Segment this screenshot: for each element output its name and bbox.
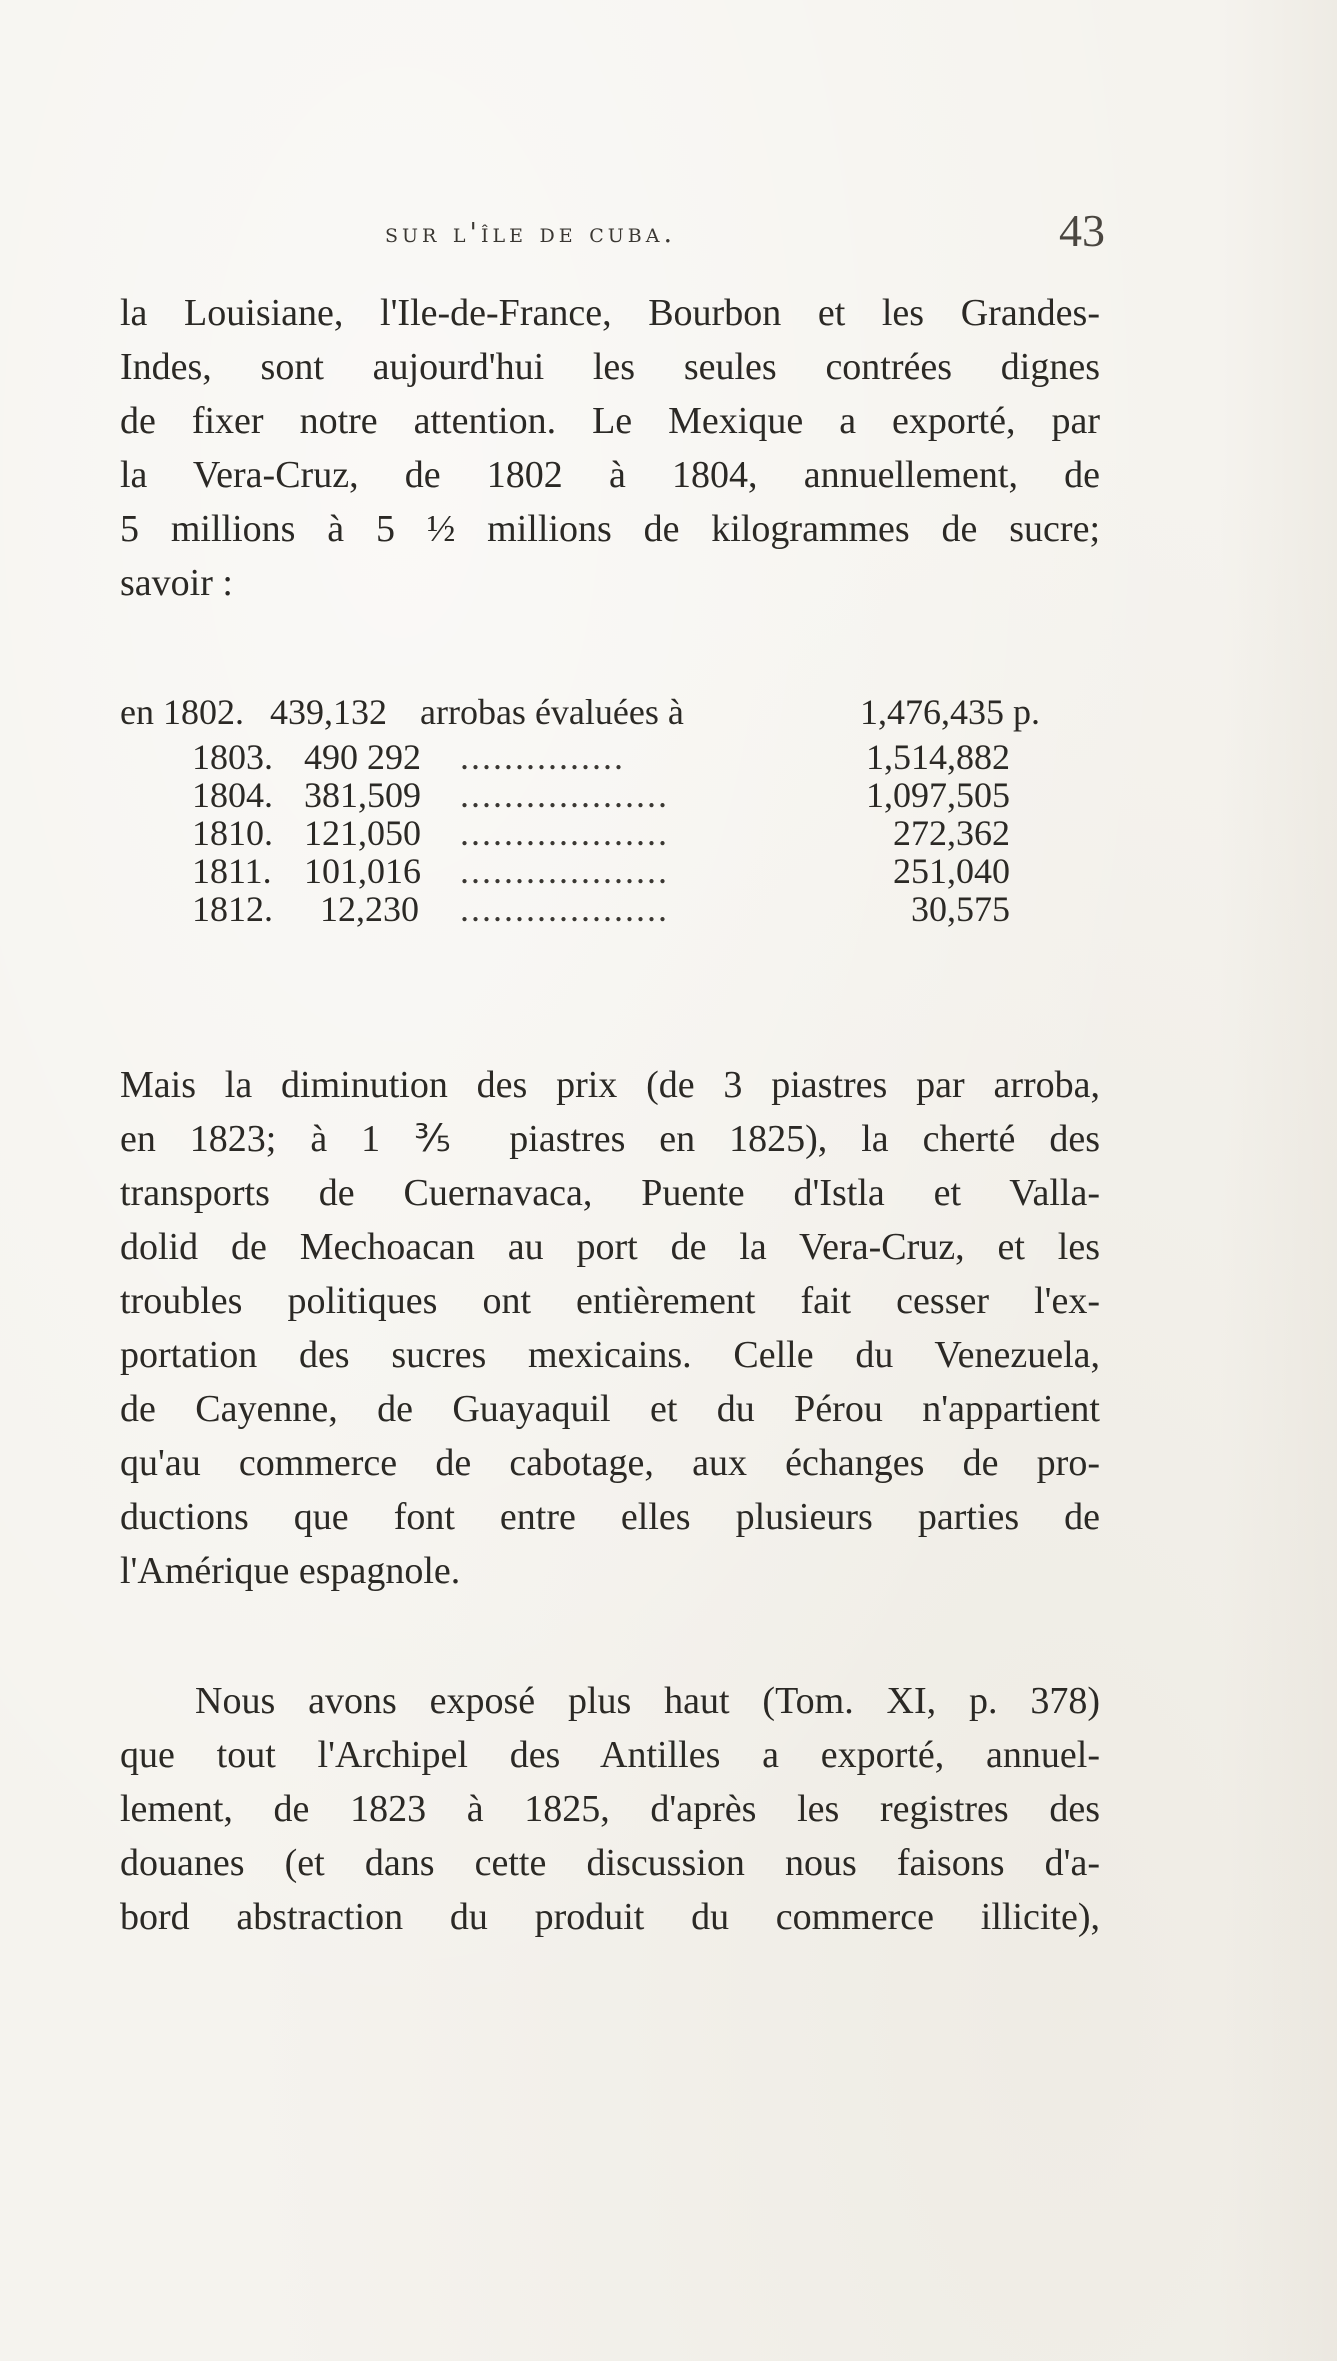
table-quantity: 381,509 [304, 775, 421, 815]
table-row [120, 776, 1100, 814]
table-row [120, 890, 1100, 928]
text-line: troubles politiques ont entièrement fait cesser l'ex- [120, 1280, 1100, 1322]
paragraph-2 [120, 1058, 1100, 1598]
text-line: transports de Cuernavaca, Puente d'Istla et Valla- [120, 1172, 1100, 1214]
table-quantity: 490 292 [304, 737, 421, 777]
text-line: l'Amérique espagnole. [120, 1550, 461, 1592]
text-line: Indes, sont aujourd'hui les seules contrées dignes [120, 346, 1100, 388]
text-line: 5 millions à 5 ½ millions de kilogrammes de sucre; [120, 508, 1100, 550]
paragraph-3 [120, 1674, 1100, 1944]
table-quantity: 121,050 [304, 813, 421, 853]
text-line: lement, de 1823 à 1825, d'après les registres des [120, 1788, 1100, 1830]
table-row [120, 686, 1100, 738]
text-line: Nous avons exposé plus haut (Tom. XI, p. 378) [195, 1680, 1100, 1722]
table-value: 30,575 [911, 889, 1010, 929]
table-value: 1,097,505 [866, 775, 1010, 815]
table-row [120, 852, 1100, 890]
table-quantity: 439,132 [270, 692, 387, 732]
table-value: 1,476,435 p. [860, 692, 1040, 732]
text-line: qu'au commerce de cabotage, aux échanges de pro- [120, 1442, 1100, 1484]
table-row [120, 814, 1100, 852]
table-value: 1,514,882 [866, 737, 1010, 777]
text-line: savoir : [120, 562, 233, 604]
table-quantity: 101,016 [304, 851, 421, 891]
table-row [120, 738, 1100, 776]
table-first-label: en 1802. [120, 692, 244, 732]
text-line: ductions que font entre elles plusieurs parties de [120, 1496, 1100, 1538]
table-dots: ............... [460, 738, 625, 776]
text-line: Mais la diminution des prix (de 3 piastres par arroba, [120, 1064, 1100, 1106]
text-line: en 1823; à 1 ⅗ piastres en 1825), la cherté des [120, 1118, 1100, 1160]
table-dots: ................... [460, 814, 669, 852]
page-header [385, 205, 1105, 258]
text-line: la Louisiane, l'Ile-de-France, Bourbon et les Grandes- [120, 292, 1100, 334]
table-year: 1804. [192, 775, 273, 815]
sugar-export-table [120, 686, 1100, 928]
table-dots: ................... [460, 852, 669, 890]
table-year: 1803. [192, 737, 273, 777]
text-line: portation des sucres mexicains. Celle du Venezuela, [120, 1334, 1100, 1376]
table-dots: ................... [460, 890, 669, 928]
text-line: bord abstraction du produit du commerce illicite), [120, 1896, 1100, 1938]
text-line: que tout l'Archipel des Antilles a exporté, annuel- [120, 1734, 1100, 1776]
table-year: 1812. [192, 889, 273, 929]
table-year: 1811. [192, 851, 272, 891]
text-line: douanes (et dans cette discussion nous faisons d'a- [120, 1842, 1100, 1884]
paragraph-1 [120, 286, 1100, 610]
page-number: 43 [1059, 205, 1105, 256]
table-dots: ................... [460, 776, 669, 814]
table-value: 272,362 [893, 813, 1010, 853]
page-edge-shadow [1220, 0, 1337, 2361]
text-line: dolid de Mechoacan au port de la Vera-Cruz, et les [120, 1226, 1100, 1268]
text-line: de fixer notre attention. Le Mexique a exporté, par [120, 400, 1100, 442]
table-value: 251,040 [893, 851, 1010, 891]
table-first-text: arrobas évaluées à [420, 692, 684, 732]
table-quantity: 12,230 [320, 889, 419, 929]
running-title: sur l'île de cuba. [385, 218, 677, 249]
text-line: de Cayenne, de Guayaquil et du Pérou n'appartient [120, 1388, 1100, 1430]
table-year: 1810. [192, 813, 273, 853]
text-line: la Vera-Cruz, de 1802 à 1804, annuellement, de [120, 454, 1100, 496]
